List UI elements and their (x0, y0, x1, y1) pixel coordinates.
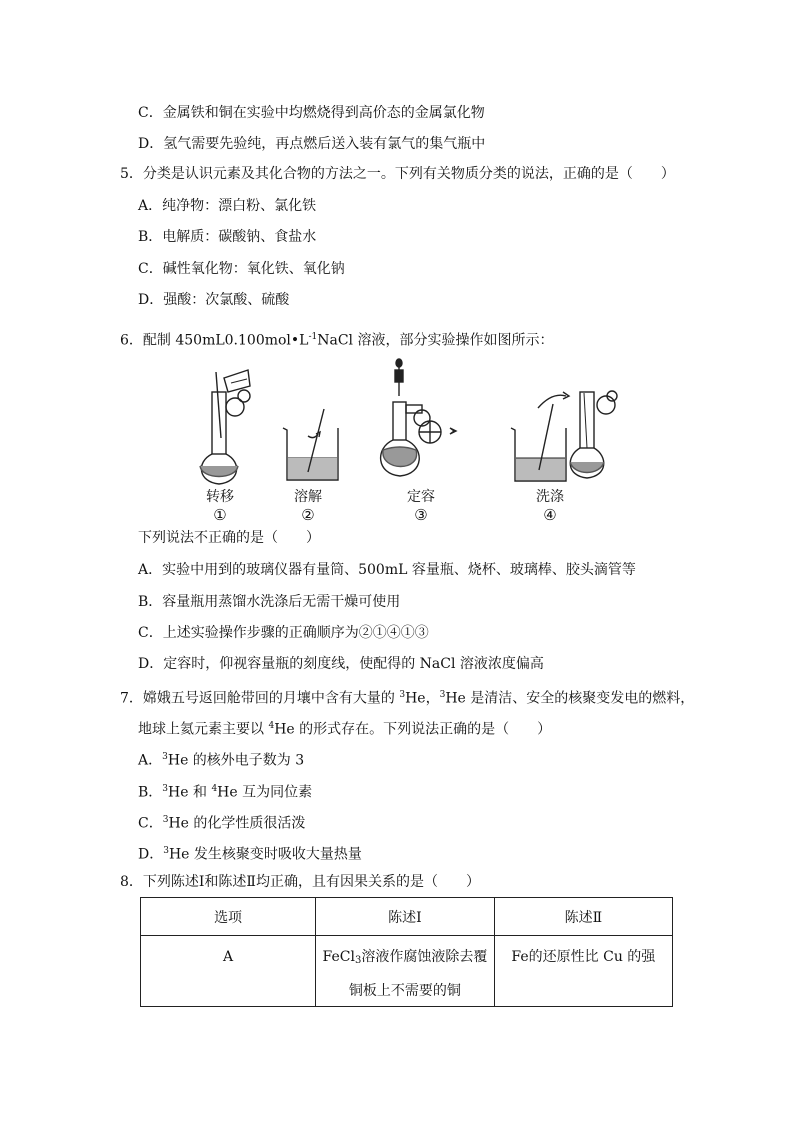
table-header-statement-1: 陈述Ⅰ (316, 898, 495, 936)
q6-option-d: D．定容时，仰视容量瓶的刻度线，使配得的 NaCl 溶液浓度偏高 (138, 656, 544, 672)
table-cell-option: A (141, 936, 316, 1007)
makeup-flask (381, 359, 456, 476)
q7-stem-line1: 7．嫦娥五号返回舱带回的月壤中含有大量的 $^3$He，$^3$He 是清洁、安全的核聚变发电的燃料， (120, 690, 695, 707)
q4-option-d: D．氢气需要先验纯，再点燃后送入装有氯气的集气瓶中 (138, 136, 486, 152)
table-row (141, 936, 673, 1007)
figure-label-wash: 洗涤 (536, 489, 564, 505)
figure-label-dissolve: 溶解 (294, 489, 322, 505)
q7-option-c: C．$^3$He 的化学性质很活泼 (138, 815, 306, 832)
q5-option-d: D．强酸：次氯酸、硫酸 (138, 292, 290, 308)
q6-stem: 6．配制 $450mL0.100mol•L^{-1}NaCl$ 溶液，部分实验操作如图所示： (120, 332, 554, 349)
table-header-statement-2: 陈述Ⅱ (494, 898, 672, 936)
q5-stem: 5．分类是认识元素及其化合物的方法之一。下列有关物质分类的说法，正确的是（ ） (120, 166, 675, 182)
q7-option-a: A．$^3$He 的核外电子数为 3 (138, 752, 305, 769)
q6-option-c: C．上述实验操作步骤的正确顺序为②①④①③ (138, 625, 429, 641)
wash-apparatus (511, 391, 617, 481)
q5-option-b: B．电解质：碳酸钠、食盐水 (138, 229, 317, 245)
table-header-option: 选项 (141, 898, 316, 936)
table-cell-statement-1: FeCl$_3$溶液作腐蚀液除去覆铜板上不需要的铜 (316, 936, 495, 1007)
q8-table (140, 897, 673, 1007)
q7-stem-line2: 地球上氦元素主要以 $^4$He 的形式存在。下列说法正确的是（ ） (138, 721, 552, 738)
figure-label-transfer: 转移 (206, 489, 234, 505)
dissolve-beaker (283, 409, 338, 480)
q7-option-d: D．$^3$He 发生核聚变时吸收大量热量 (138, 846, 362, 863)
table-header-row (141, 898, 673, 936)
q4-option-c: C．金属铁和铜在实验中均燃烧得到高价态的金属氯化物 (138, 105, 485, 121)
figure-number-1: ① (213, 506, 227, 524)
q5-option-c: C．碱性氧化物：氧化铁、氧化钠 (138, 261, 345, 277)
q7-option-b: B．$^3$He 和 $^4$He 互为同位素 (138, 784, 313, 801)
q6-option-a: A．实验中用到的玻璃仪器有量筒、500mL 容量瓶、烧杯、玻璃棒、胶头滴管等 (138, 562, 636, 578)
figure-label-makeup: 定容 (407, 489, 435, 505)
transfer-apparatus (200, 370, 250, 484)
q8-stem: 8．下列陈述Ⅰ和陈述Ⅱ均正确，且有因果关系的是（ ） (120, 874, 480, 890)
q6-option-b: B．容量瓶用蒸馏水洗涤后无需干燥可使用 (138, 594, 401, 610)
q6-sub-stem: 下列说法不正确的是（ ） (138, 530, 320, 546)
figure-number-2: ② (301, 506, 315, 524)
q5-option-a: A．纯净物：漂白粉、氯化铁 (138, 198, 317, 214)
figure-number-4: ④ (543, 506, 557, 524)
table-cell-statement-2: Fe的还原性比 Cu 的强 (494, 936, 672, 1007)
figure-number-3: ③ (414, 506, 428, 524)
